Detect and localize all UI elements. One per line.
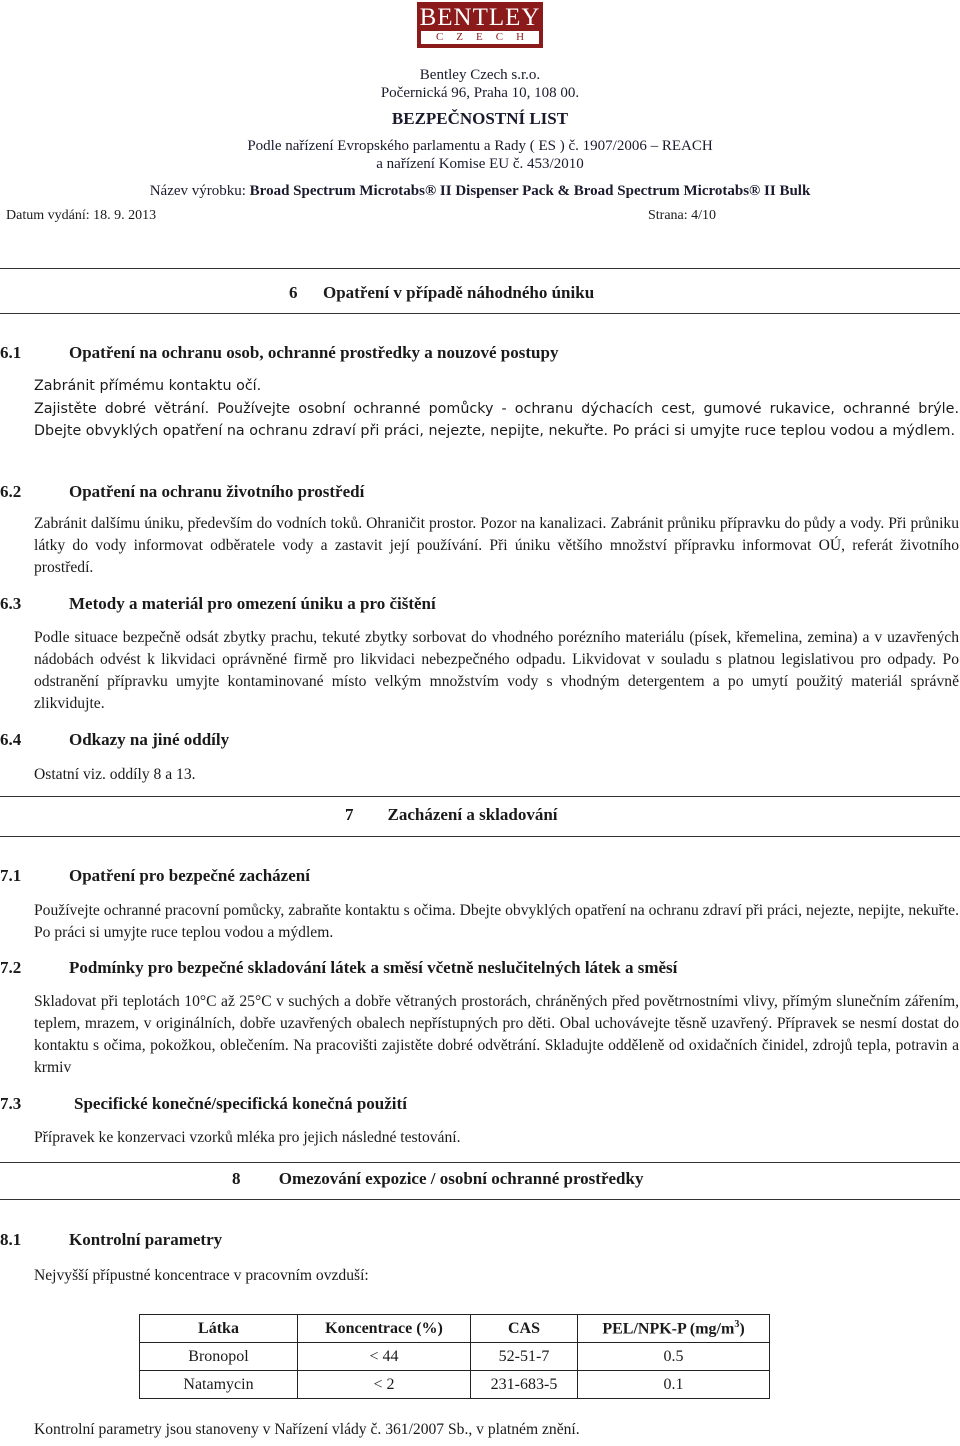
table-cell: < 44	[298, 1343, 471, 1371]
paragraph: Přípravek ke konzervaci vzorků mléka pro jejich následné testování.	[34, 1129, 461, 1146]
paragraph: Zabránit dalšímu úniku, především do vodních toků. Ohraničit prostor. Pozor na kanalizaci. Zabránit průniku přípravku do půdy a vody. Při průniku látky do vody informovat odběratele vody a zastavit její používání. Při úniku většího množství přípravku informovat OÚ, referát životního prostředí.	[34, 515, 959, 576]
section-number: 7	[345, 805, 354, 824]
paragraph: Zabránit přímému kontaktu očí.	[34, 378, 262, 394]
regulation-line-1: Podle nařízení Evropského parlamentu a Rady ( ES ) č. 1907/2006 – REACH	[247, 138, 713, 154]
paragraph: Nejvyšší přípustné koncentrace v pracovním ovzduší:	[34, 1267, 369, 1284]
subsection-title: Opatření pro bezpečné zacházení	[69, 866, 310, 885]
table-cell: 52-51-7	[471, 1343, 578, 1371]
table-cell: < 2	[298, 1371, 471, 1399]
paragraph: Používejte ochranné pracovní pomůcky, zabraňte kontaktu s očima. Dbejte obvyklých opatření na ochranu zdraví při práci, nejezte, nepijte, nekuřte. Po práci si umyjte ruce teplou vodou a mýdlem.	[34, 902, 959, 941]
subsection-number: 6.3	[0, 594, 22, 613]
subsection-8-1-heading	[0, 1229, 960, 1251]
divider	[0, 313, 960, 314]
divider	[0, 1199, 960, 1200]
divider	[0, 1162, 960, 1163]
subsection-title: Specifické konečné/specifická konečná použití	[74, 1094, 407, 1113]
section-title: Opatření v případě náhodného úniku	[323, 283, 595, 302]
divider	[0, 268, 960, 269]
subsection-number: 8.1	[0, 1230, 22, 1249]
paragraph: Zajistěte dobré větrání. Používejte osobní ochranné pomůcky - ochranu dýchacích cest, gumové rukavice, ochranné brýle. Dbejte obvyklých opatření na ochranu zdraví při práci, nejezte, nepijte, nekuřte. Po práci si umyjte ruce teplou vodou a mýdlem.	[34, 401, 959, 439]
divider	[0, 836, 960, 837]
logo-top-text: BENTLEY	[419, 4, 541, 31]
document-title: BEZPEČNOSTNÍ LIST	[391, 109, 569, 128]
paragraph: Kontrolní parametry jsou stanoveny v Nařízení vlády č. 361/2007 Sb., v platném znění.	[34, 1421, 580, 1438]
bentley-logo	[417, 2, 543, 48]
company-address: Počernická 96, Praha 10, 108 00.	[380, 85, 580, 101]
section-7-heading	[345, 804, 558, 826]
subsection-6-1-heading	[0, 342, 960, 364]
paragraph: Ostatní viz. oddíly 8 a 13.	[34, 766, 196, 783]
section-8-heading	[232, 1168, 643, 1190]
subsection-7-2-heading	[0, 957, 960, 979]
subsection-7-1-heading	[0, 865, 960, 887]
table-header: CAS	[471, 1315, 578, 1343]
table-header-row	[140, 1315, 770, 1343]
subsection-title: Metody a materiál pro omezení úniku a pro čištění	[69, 594, 436, 613]
subsection-6-3-heading	[0, 593, 960, 615]
table-header: Látka	[140, 1315, 298, 1343]
product-line	[0, 182, 960, 200]
subsection-number: 7.1	[0, 866, 22, 885]
logo-bottom-text: CZECH	[421, 31, 539, 44]
subsection-number: 7.3	[0, 1094, 22, 1113]
section-title: Omezování expozice / osobní ochranné prostředky	[278, 1169, 644, 1188]
table-cell: Natamycin	[140, 1371, 298, 1399]
table-cell: 0.5	[578, 1343, 770, 1371]
subsection-number: 6.2	[0, 482, 22, 501]
section-number: 6	[289, 283, 298, 302]
subsection-number: 6.4	[0, 730, 22, 749]
subsection-number: 7.2	[0, 958, 22, 977]
table-header: PEL/NPK-P $(mg/m^3)$	[578, 1315, 770, 1343]
table-cell: Bronopol	[140, 1343, 298, 1371]
paragraph: Skladovat při teplotách 10°C až 25°C v suchých a dobře větraných prostorách, chráněných před povětrnostními vlivy, přímým slunečním zářením, teplem, mrazem, v originálních, dobře uzavřených obalech nepřístupných pro děti. Obal uchovávejte těsně uzavřený. Přípravek se nesmí dostat do kontaktu s očima, pokožkou, oblečením. Na pracovišti zajistěte dobré odvětrání. Skladujte odděleně od oxidačních činidel, zdrojů tepla, potravin a krmiv	[34, 993, 959, 1076]
issue-date: Datum vydání: 18. 9. 2013	[6, 208, 157, 223]
table-header: Koncentrace (%)	[298, 1315, 471, 1343]
section-6-heading	[289, 282, 594, 304]
paragraph: Podle situace bezpečně odsát zbytky prachu, tekuté zbytky sorbovat do vhodného porézního materiálu (písek, křemelina, zemina) a v uzavřených nádobách odvést k likvidaci oprávněné firmě pro likvidaci nebezpečného odpadu. Likvidovat v souladu s platnou legislativou pro odpady. Po odstranění přípravku umyjte kontaminované místo velkým množstvím vody s vhodným detergentem a po umytí použitý materiál správně zlikvidujte.	[34, 629, 959, 712]
exposure-limits-table	[139, 1314, 770, 1399]
table-cell: 231-683-5	[471, 1371, 578, 1399]
subsection-number: 6.1	[0, 343, 22, 362]
table-cell: 0.1	[578, 1371, 770, 1399]
company-name: Bentley Czech s.r.o.	[419, 67, 541, 83]
table-row	[140, 1371, 770, 1399]
subsection-title: Kontrolní parametry	[69, 1230, 223, 1249]
section-title: Zacházení a skladování	[387, 805, 558, 824]
subsection-title: Podmínky pro bezpečné skladování látek a směsí včetně neslučitelných látek a směsí	[69, 958, 678, 977]
subsection-6-4-heading	[0, 729, 960, 751]
subsection-6-2-heading	[0, 481, 960, 503]
subsection-title: Opatření na ochranu životního prostředí	[69, 482, 365, 501]
divider	[0, 796, 960, 797]
page-number: Strana: 4/10	[648, 208, 717, 223]
subsection-title: Opatření na ochranu osob, ochranné prostředky a nouzové postupy	[69, 343, 559, 362]
product-name: Broad Spectrum Microtabs® II Dispenser Pack & Broad Spectrum Microtabs® II Bulk	[249, 183, 811, 199]
section-number: 8	[232, 1169, 241, 1188]
subsection-7-3-heading	[0, 1093, 960, 1115]
regulation-line-2: a nařízení Komise EU č. 453/2010	[376, 156, 584, 172]
subsection-title: Odkazy na jiné oddíly	[69, 730, 230, 749]
table-row	[140, 1343, 770, 1371]
product-label: Název výrobku:	[149, 183, 246, 199]
